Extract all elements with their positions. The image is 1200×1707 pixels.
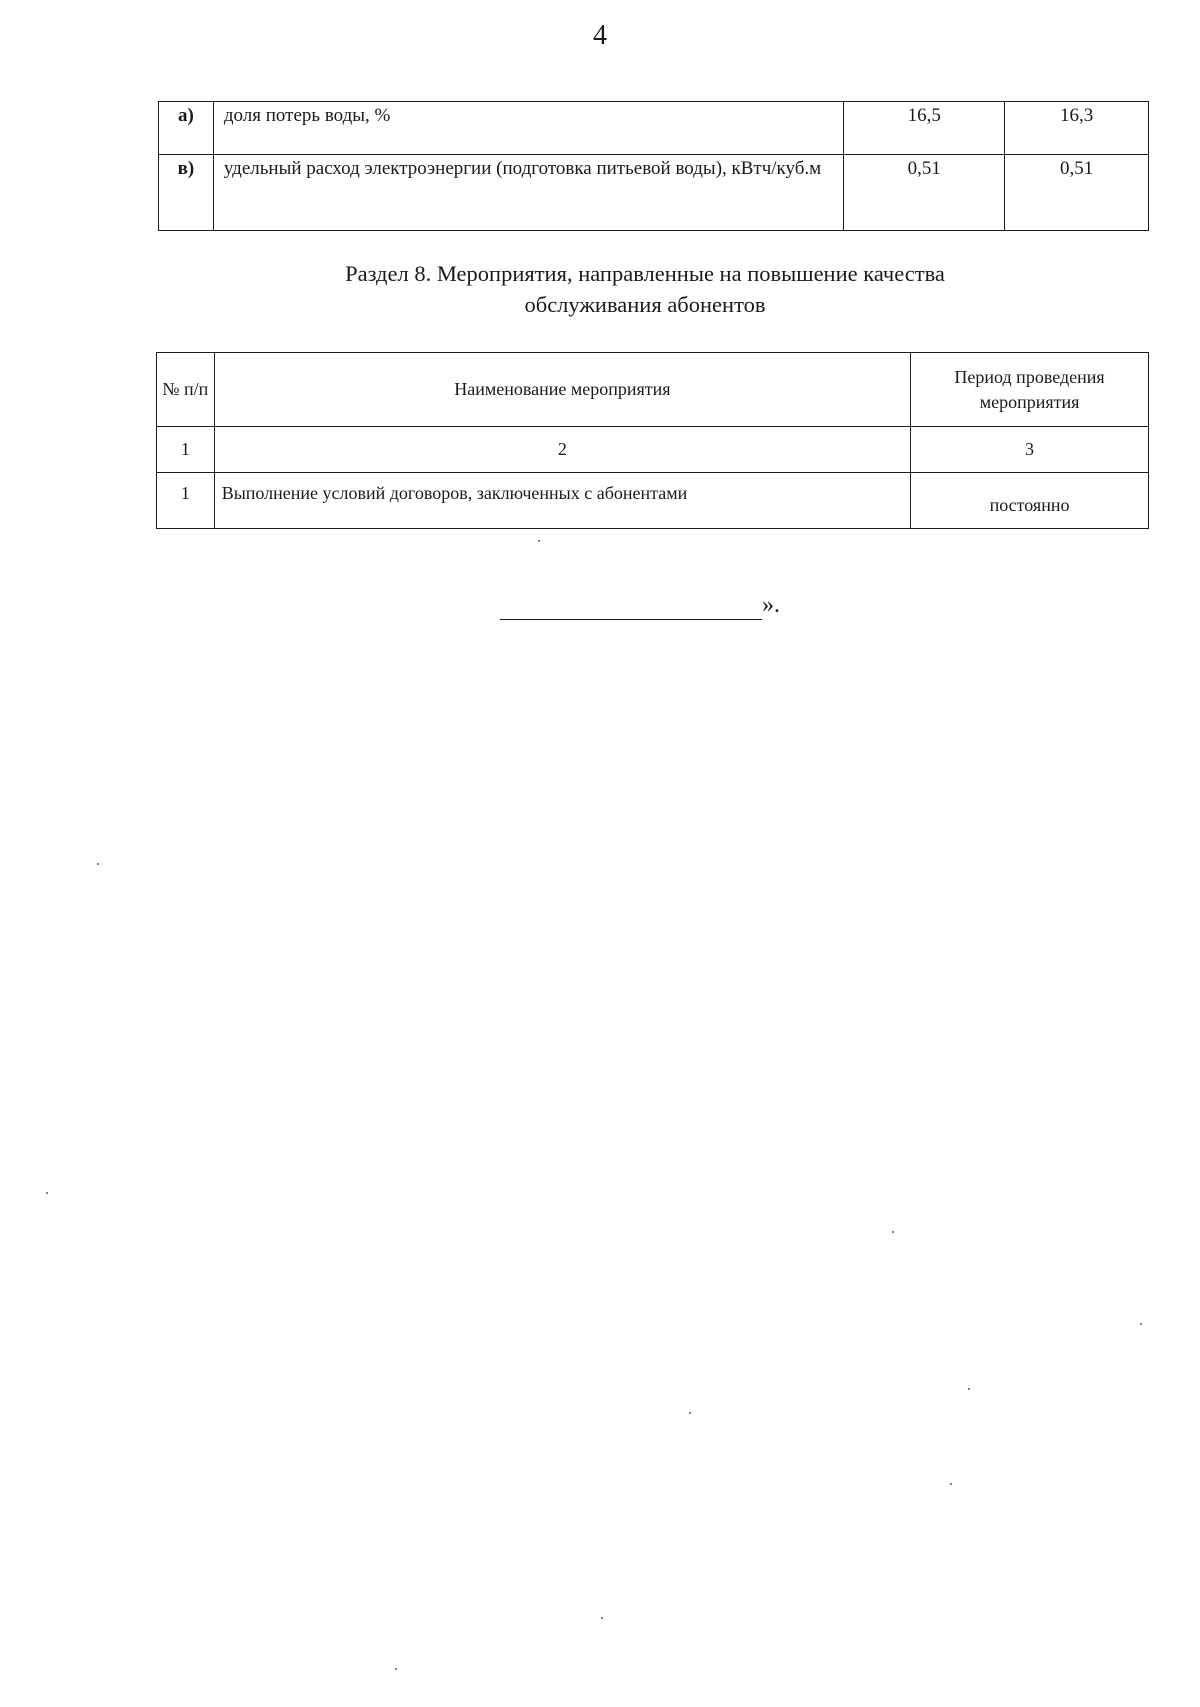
indicator-name: доля потерь воды, % — [213, 102, 843, 155]
blank-underline — [500, 593, 762, 620]
measure-name: Выполнение условий договоров, заключенных с абонентами — [214, 473, 910, 529]
header-name: Наименование мероприятия — [214, 353, 910, 427]
scan-speck — [1140, 1323, 1142, 1325]
scan-speck — [968, 1388, 970, 1390]
measure-number: 1 — [157, 473, 215, 529]
indicator-value-1: 0,51 — [844, 155, 1005, 231]
column-index: 3 — [911, 427, 1149, 473]
scan-speck — [46, 1192, 48, 1194]
scan-speck — [689, 1412, 691, 1414]
section-title — [0, 258, 1200, 320]
page-number: 4 — [593, 20, 607, 51]
table-row — [159, 155, 1149, 231]
row-letter: в) — [159, 155, 214, 231]
scan-speck — [395, 1668, 397, 1670]
indicator-value-1: 16,5 — [844, 102, 1005, 155]
scan-speck — [601, 1617, 603, 1619]
table-header-row — [157, 353, 1149, 427]
section-title-line-1: Раздел 8. Мероприятия, направленные на повышение качества — [345, 261, 945, 286]
header-number: № п/п — [157, 353, 215, 427]
scan-speck — [950, 1483, 952, 1485]
row-letter: а) — [159, 102, 214, 155]
indicator-value-2: 16,3 — [1005, 102, 1149, 155]
column-index: 2 — [214, 427, 910, 473]
scan-speck — [892, 1231, 894, 1233]
measures-table — [156, 352, 1149, 529]
scan-speck — [97, 863, 99, 865]
measure-period: постоянно — [911, 473, 1149, 529]
table-row — [159, 102, 1149, 155]
indicator-name: удельный расход электроэнергии (подготовка питьевой воды), кВтч/куб.м — [213, 155, 843, 231]
column-index: 1 — [157, 427, 215, 473]
indicator-value-2: 0,51 — [1005, 155, 1149, 231]
table-row — [157, 473, 1149, 529]
section-title-line-2: обслуживания абонентов — [524, 292, 766, 317]
closing-line — [500, 590, 780, 620]
header-period: Период проведения мероприятия — [911, 353, 1149, 427]
scan-speck — [538, 540, 540, 542]
column-index-row — [157, 427, 1149, 473]
indicators-table — [158, 101, 1149, 231]
closing-quote: ». — [762, 592, 780, 618]
